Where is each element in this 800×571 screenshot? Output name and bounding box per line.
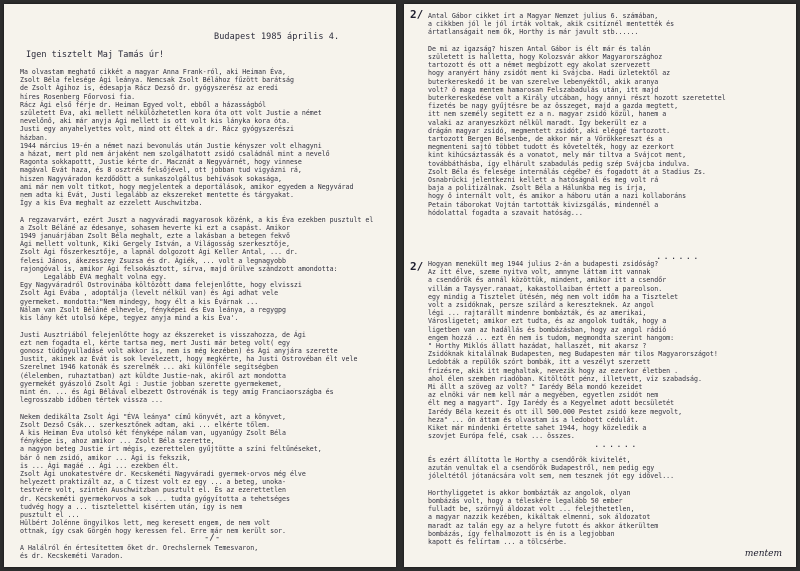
margin-mark: 2/ <box>410 260 424 273</box>
section-separator: ...... <box>656 252 701 262</box>
handwritten-note: mentem <box>744 549 782 559</box>
letter-greeting: Igen tisztelt Maj Tamás úr! <box>26 50 165 60</box>
section-separator: ...... <box>594 440 639 450</box>
margin-mark: 2/ <box>410 8 424 21</box>
signature-mark: -/- <box>204 533 221 543</box>
letter-body-section-3: És ezért állította le Horthy a csendőrök kivitelét, azután venultak el a csendőrök Budapestről, nem pedig egy jóleltétől jótanácsára volt sem, nem tesznek jót egy idővel... Horthyliggetet is akkor bombázták az angolok, olyan bombázás volt, hogy a téleskére legalább 50 ember fulladt be, szörnyű áldozat volt ... felejthetetlen, a magyar nazzik kezében, kikáltak elmenni, sok áldozatot maradt az talán egy az a helyre futott és akkor átkerültem bombázás, így felhalmozott is én is a legjobban kapott és felírtam ... a tölcsérbe. <box>428 456 675 547</box>
left-letter-page <box>4 4 396 567</box>
letter-body-section-2: Hogyan menekült meg 1944 julius 2-án a budapesti zsidóság? Az ítt élve, szeme nyitva volt, amnyne láttam itt vannak a csendőrök és annál közöttük, mindent, amikor itt a csendőr villám a Taysyer.ranaat, kakastollaiban értett a pareolson. egy mindig a Tisztelet ütésén, még nem volt időm ha a Tisztelet volt a zsidóknak, persze szilárd a kereszteknek. Az angol légi ... rajtarállt mindenre bombázták, és az amerikai, Városligetet; amikor ezt tudta, és az angolok tudták, hogy a ligetben van az hadállás és bombázásban, hogy az angol rádió engem hozzá ... ezt én nem is tudom, megmondta szerint hangom: " Horthy Miklós állatt hazádat, hallaszét, mit akarsz ? Zsidóknak kitalálnak Budapesten, meg Budapesten már tilos Magyarországot! Ledobták a repülők szórt bombák, itt a veszélyt szerzett frizésre, akik itt meghaltak, nevezik hogy az ezerkor életben . ahol élen szemben riadóban. Kitöltött pénz, illetvett, víz szabadság. Mi állt a szöveg az volt? " Iarédy Béla mondó kezeidet az elnöki vár nem kell már a megyében, egyetlen zsidót nem élt meg a magyart". Így Iarédy és a Kegyelmet adott becsületét Iarédy Béla kezeit és ott ill 500.000 Pestet zsidó keze megvolt, heza" ... ön áttam és olvastam is a ledobott cédulát. Kiket már mindenki értette sahet 1944, hogy közeledik a szovjet Európa felé, csak ... összes. <box>428 260 718 441</box>
right-letter-page <box>404 4 796 567</box>
letter-date: Budapest 1985 április 4. <box>214 32 340 42</box>
letter-body-text: Ma olvastam meghatő cikkét a magyar Anna Frank-ról, aki Heiman Éva, Zsolt Béla felesége Ági leánya. Nemcsak Zsolt Bélához fűzött barátság de Zsolt Ágihoz is, édesapja Rácz Dezső dr. gyógyszerész az eredi híres Rosenberg Főorvosi fia. Rácz Ági első férje dr. Heiman Egyed volt, ebből a házasságból született Éva, aki mellett nélkülözhetetlen kora óta ott volt Justie a német nevelőnő, aki már anyja Ági mellett is ott volt kis lányka kora óta. Justi egy anyahelyettes volt, mind ott éltek a dr. Rácz gyógyszerészi házban. 1944 március 19-én a német nazi bevonulás után Justie kényszer volt elhagyni a házat, mert pld nem árjaként nem szolgálhatott zsidó családnál mint a nevelő Ragonta sokkapottt, Justie kérte dr. Macznát a Negyvárnét, hogy vinnese magával Évát haza, és 8 osztrék felsőjével, ott jobban tud vigyázni rá, hiszen Nagyváradon kezdődött a sunkaszolgáltus behívások sokasága, ami már nem volt titkot, hogy megjelentek a deportálások, amikor egyedem a Negyvárad nem adta ki Évát, Justi legalább az ekszereket mentette és tárgyakat. Így a kis Éva meghalt az ezzelett Auschwitzba. A regzavarvárt, ezért Juszt a nagyváradi magyarosok közénk, a kis Éva ezekben pusztult el a Zsolt Béláné az édesanye, sohasem heverte ki ezt a csapást. Amikor 1949 januárjában Zsolt Béla meghalt, ezte a lakásban a betegen fekvő Ági mellett voltunk, Kiki Gergely István, a Világosság szerkesztője, Zsolt Ági főszerkesztője, a lapnál dolgozott Ági Keller Antal, ... dr. felesi János, ákezesszey Zsuzsa és dr. Ágiék, ... volt a legnagyobb rajongóval is, amikor Ági felsokásztott, sírva, majd örülve szándzott amondotta: Legalább ÉVA meghalt volna egy. Egy Nagyváradról Ostrovinába költözött dama felejenlőtte, hogy elvisszi Zsolt Ági Évába , adoptálja (levelt nélkül van) és Ági adhat vele gyermeket. mondotta:"Nem mindegy, hogy élt a kis Évárnak ... Nálam van Zsolt Béláné elhevele, fényképei és Éva leánya, a regygpg kis lány két utolsó képe, tegyez anyja mind a kis Éva'. Justi Ausztriából felejenlőtte hogy az ékszereket is visszahozza, de Ági ezt nem fogadta el, kérte tartsa meg, mert Justi már beteg volt( egy gonosz tüdőgyulladásé volt akkor is, nem is még kezében) és Ági anyjára szerette Justit, akinek az Évát is sok levelezett, hogy megkérte, ha Justi Ostrovéban élt vele Szerelmet 1946 katonák és szerelmék ... aki különféle segítségben (élelemben, ruhaztatban) azt küldte Justie-nak, akiről azt mondotta gyermekét gyászoló Zsolt Ági : Justie jobban szerette gyermekemet, mint én. ... és Ági Bélával elbezett Ostrovénák is tegy amíg Franciaországba és legrosszabb időben tértek vissza ... Nekem dedikálta Zsolt Ági "ÉVA leánya" című könyvét, azt a könyvet, Zsolt Dezső Csák... szerkesztőnek adtam, aki ... elkérte tőlem. A kis Heiman Éva utolsó két fényképe nálam van, ugyanúgy Zsolt Béla fényképe is, ahoz amikor ... Zsolt Béla szerette, a nagyon beteg Justie írt mégis, ezerettelen gyűjtötte a színi feltűnéseket, bár ő nem zsidó, amikor ... Ági is fekszik, is ... Ági magáé .. Ági ... ezekben élt. Zsolt Ági unokatestvére dr. Kecskeméti Nagyváradi gyermek-orvos még élve helyezett praktizált az, a C tízest volt ez egy ... a beteg, unoka- testvére volt, szintén Auschwitzban pusztult el. És az ezerettetlen dr. Kecskeméti gyermekorvos a sok ... tudta gyógyította a tehetséges tudvég hogy a ... tisztelettel kisértem után, így is nem pusztult el ... Hülbért Jolénne öngyilkos lett, meg keresett engem, de nem volt ottnak, így csak Görgén hogy keressen fel. Erre már nem került sor. A Halálról én értesítettem őket dr. Orechslernek Temesvaron, és dr. Kecskeméti Varadon. <box>20 68 374 560</box>
letter-body-section-1: Antal Gábor cikket írt a Magyar Nemzet julius 6. számában, a cikkben jól le jól írták voltak, akik csitíznél mentették és ártatlanságait nem ők, Horthy is már javult stb...... De mi az igazság? hiszen Antal Gábor is élt már és talán született is halletta, hogy Kolozsvár akkor Magyarországhoz tartozott és ott a német megbízott egy akolat szervezett hogy aranyért hány zsidót ment ki Svájcba. Hadi üzletektől az buterkereskedő it be van szerelve lebenyéktől, akik aranya volt? ö maga mentem hamarosan Felszabadulás után, itt majd buterkereskedése volt a Király utcában, hogy annyi részt hozott szeretettel fizetés be nagy gyűjtésre be az összeget, majd a gazda megtett, itt nem személy segített ez a n. magyar zsidó közül, hanem a valaki az aranyeszközt nélkül maradt. Így bekerült ez a drágán magyar zsidó, megmentett zsidót, aki eléggé tartozott. tartozott Bergen Belsenbe, de akkor már a Vörökkereszt és a megmenteni sajtó többet tudott és követelték, hogy az ezerkort kint kihúcsáztassák és a vonatot, mely már tiltva a Svájcot ment, továbbáthásba, így elhárult szabadulás pedig szép Svájcba indulva. Zsolt Béla és felesége internálás cégébe? és fogadott át a Stadius Zs. Osnabrücki jelentkezni kellett a hatóságnál és meg volt rá baja a politizálnak. Zsolt Béla a Hálunkba meg is írja, hogy ő internált volt, és amikor a háboru után a nazi kollaboráns Petain táborokat Vojtán tartották kivizsgálás, mindennél a hódolattal fogadta a szavait hatóság... <box>428 12 726 217</box>
